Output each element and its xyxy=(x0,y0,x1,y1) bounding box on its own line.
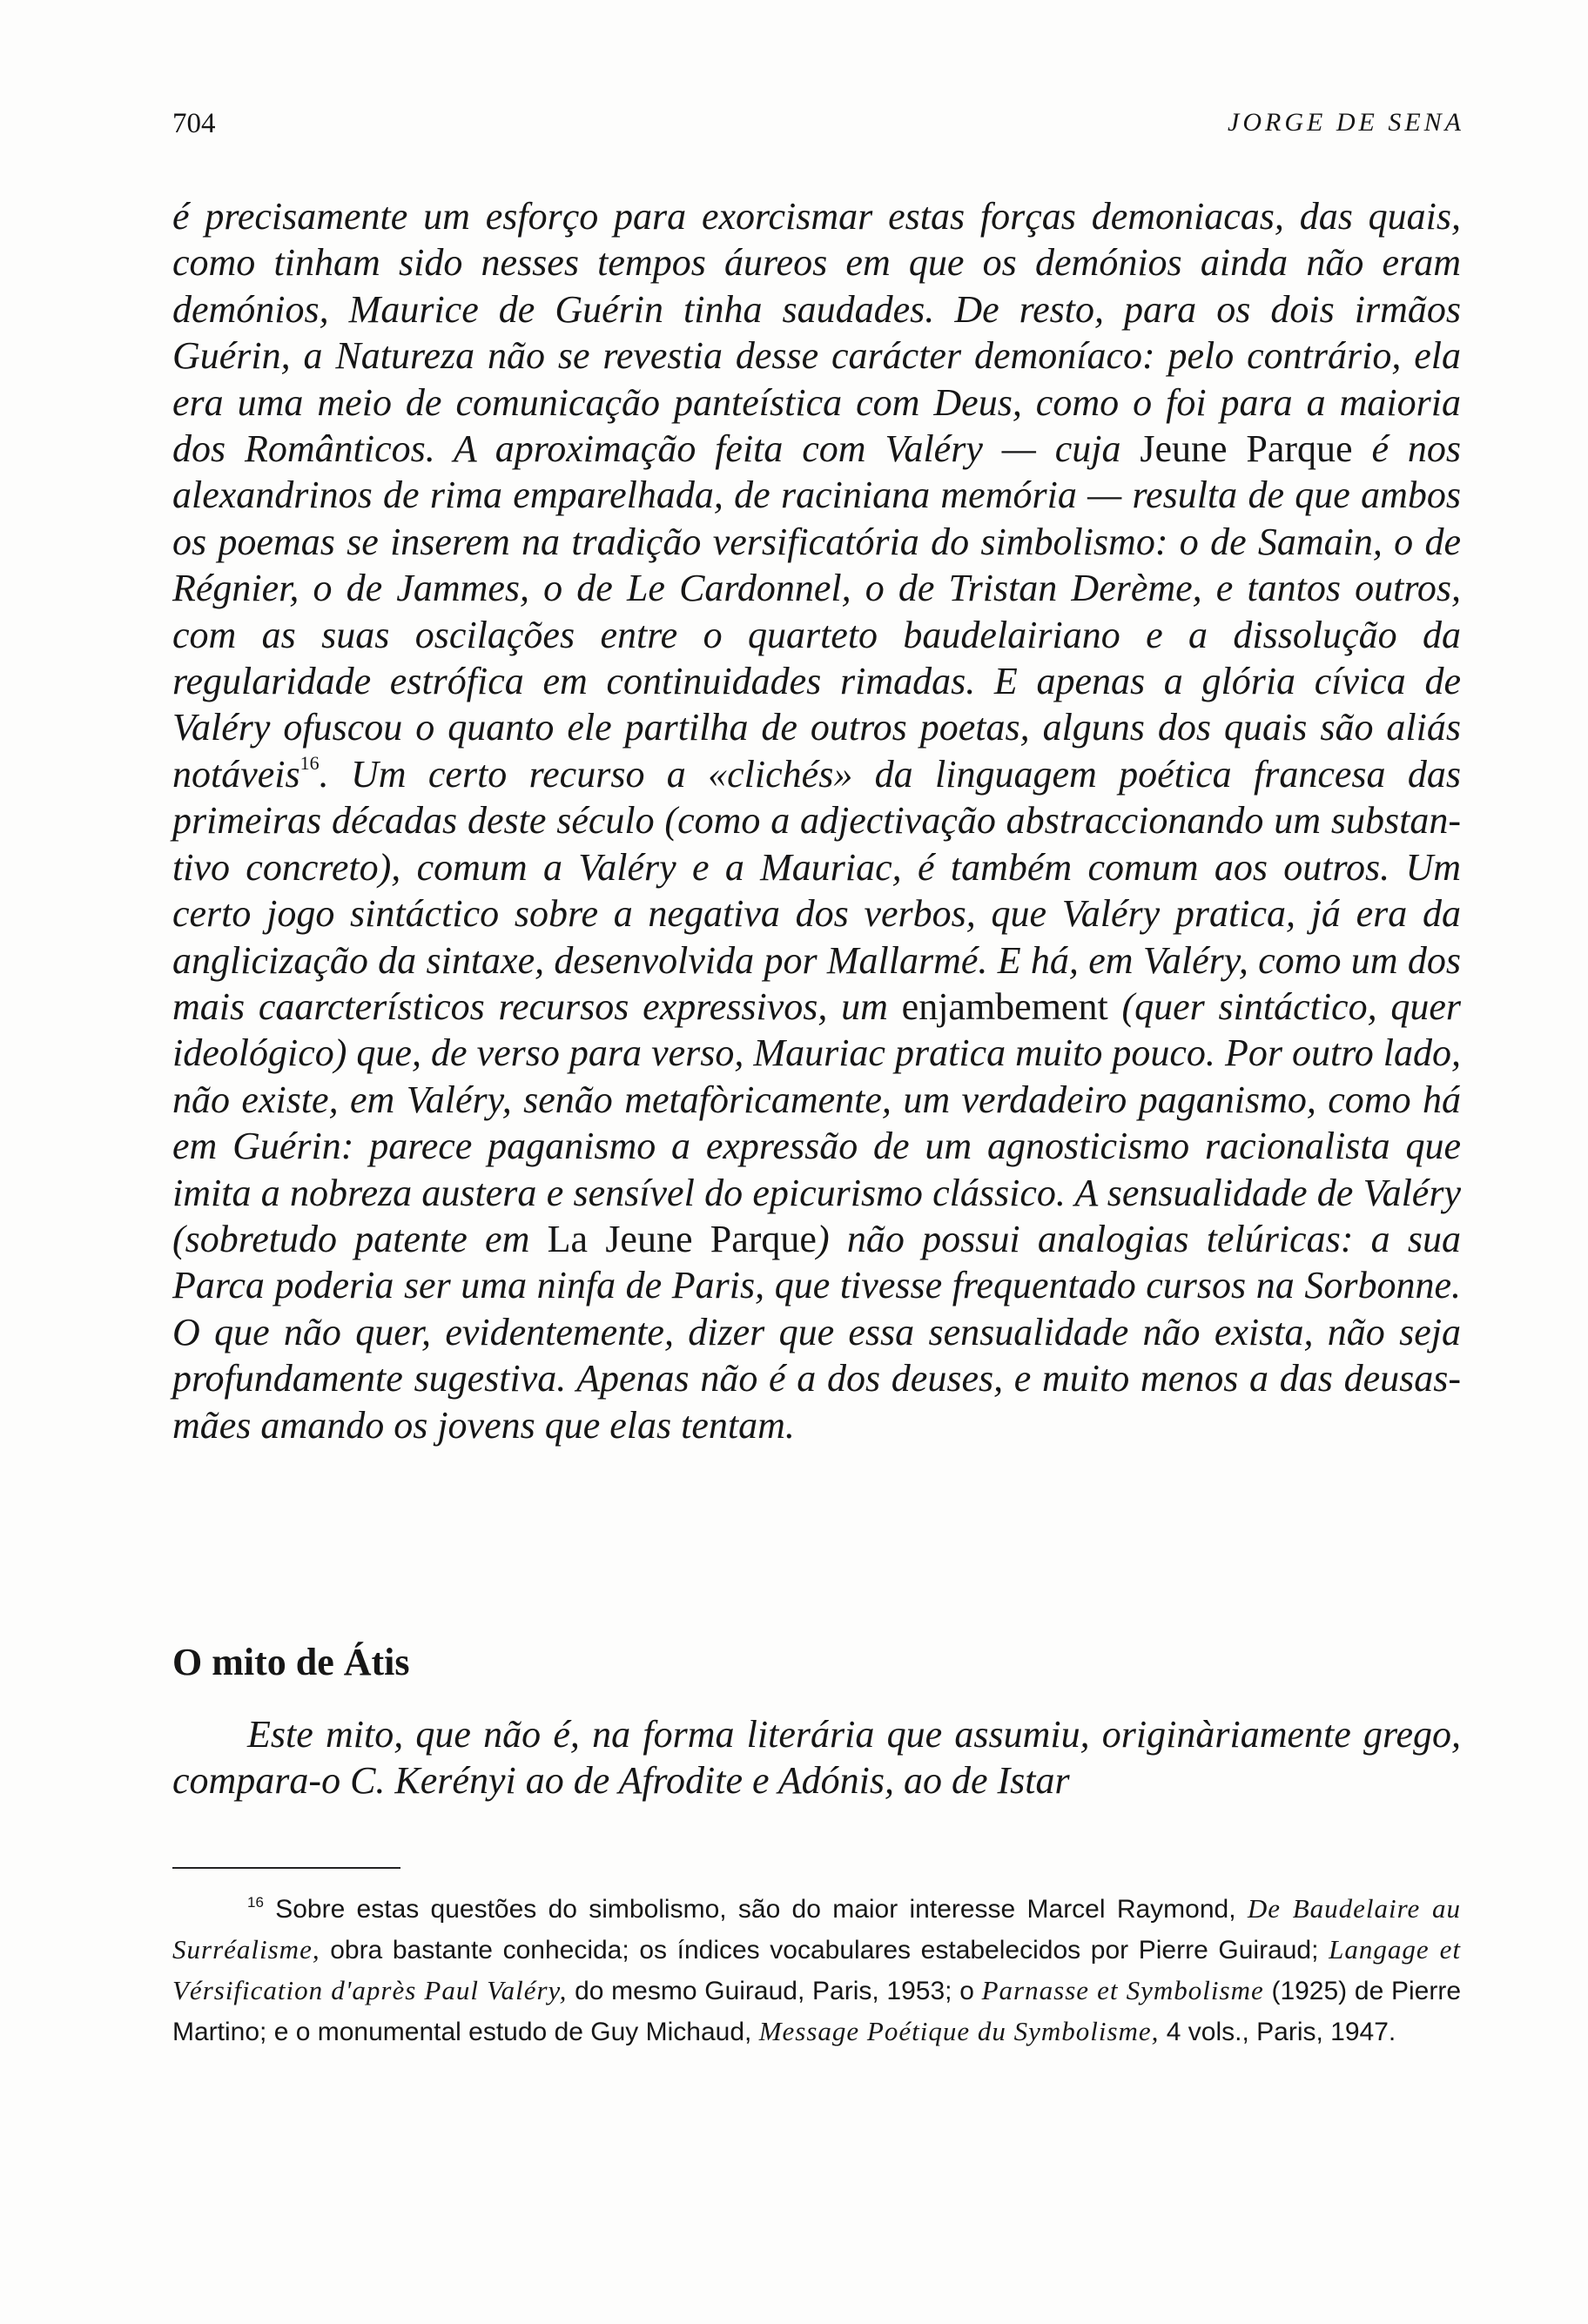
book-title: Parnasse et Symbolisme xyxy=(981,1975,1264,2005)
footnote-text: (1925) de Pierre Martino; e o monumental estudo de Guy Michaud, xyxy=(172,1977,1462,2046)
footnote-text: obra bastante conhecida; os índices vocabulares estabelecidos por Pierre Guiraud; xyxy=(320,1936,1329,1965)
text-run: é nos alexandrinos de rima emparelhada, de raciniana memória — resulta de que ambos os poemas se inserem na tradição versificatória do simbolismo: o de Samain, o de Régnier, o de Jammes, o de Le Cardonnel, o de Tristan Derème, e tantos outros, com as suas oscilações entre o quarteto baudelairiano e a dissolução da regularidade estrófica em continuidades rimadas. E apenas a glória cívica de Valéry ofuscou o quanto ele partilha de outros poetas, alguns dos quais são aliás notáveis xyxy=(172,427,1461,796)
term-enjambement: enjambement xyxy=(901,984,1108,1028)
footnote-text: 4 vols., Paris, 1947. xyxy=(1159,2018,1396,2046)
running-head: JORGE DE SENA xyxy=(1228,108,1464,137)
footnote-divider xyxy=(172,1867,400,1869)
book-title: De Baudelaire au Surréalisme, xyxy=(172,1893,1461,1965)
footnote-reference: 16 xyxy=(299,751,320,774)
section-paragraph: Este mito, que não é, na forma literária que assumiu, originàriamente grego, compara-o C. Kerényi ao de Afrodite e Adónis, ao de Istar xyxy=(172,1713,1461,1803)
text-run: é precisamente um esforço para exorcismar estas forças demoniacas, das quais, como tinham sido nesses tempos áureos em que os demónios ainda não eram demónios, Maurice de Guérin tinha saudades. De resto, para os dois irmãos Guérin, a Natureza não se revestia desse carácter demoníaco: pelo contrário, ela era uma meio de comunicação panteística com Deus, como o foi para a maioria dos Românticos. A aproximação feita com Valéry — cuja xyxy=(172,195,1461,471)
text-run: (quer sintáctico, quer ideológico) que, de verso para verso, Mauriac pratica muito pouco. Por outro lado, não existe, em Valéry, senão metafòricamente, um verdadeiro paganismo, como há em Guérin: parece paganismo a expressão de um agnosticismo racionalista que imita a nobreza austera e sensível do epicurismo clássico. A sensualidade de Valéry (sobretudo patente em xyxy=(172,984,1461,1260)
footnote-text: do mesmo Guiraud, Paris, 1953; o xyxy=(567,1977,982,2005)
page-number: 704 xyxy=(172,108,216,139)
footnote xyxy=(172,1889,1461,2052)
book-title: Langage et Vérsification d'après Paul Valéry, xyxy=(172,1934,1461,2005)
text-run: . Um certo recurso a «clichés» da linguagem poética francesa das primeiras décadas deste século (como a adjectivação abstraccionando um substantivo concreto), comum a Valéry e a Mauriac, é também comum aos outros. Um certo jogo sintáctico sobre a negativa dos verbos, que Valéry pratica, já era da anglicização da sintaxe, desenvolvida por Mallarmé. E há, em Valéry, como um dos mais caarcterísticos recursos expressivos, um xyxy=(172,752,1461,1028)
section-heading: O mito de Átis xyxy=(172,1641,410,1683)
footnote-marker: 16 xyxy=(247,1894,264,1911)
text-run: ) não possui analogias telúricas: a sua Parca poderia ser uma ninfa de Paris, que tivesse frequentado cursos na Sorbonne. O que não quer, evidentemente, dizer que essa sensualidade não exista, não seja profundamente sugestiva. Apenas não é a dos deuses, e muito menos a das deusas-mães amando os jovens que elas tentam. xyxy=(172,1217,1461,1447)
body-paragraph xyxy=(172,193,1461,1448)
title-jeune-parque: Jeune Parque xyxy=(1140,427,1353,471)
title-la-jeune-parque: La Jeune Parque xyxy=(547,1217,817,1260)
footnote-text: Sobre estas questões do simbolismo, são do maior interesse Marcel Raymond, xyxy=(263,1895,1248,1924)
book-title: Message Poétique du Symbolisme, xyxy=(758,2016,1160,2046)
